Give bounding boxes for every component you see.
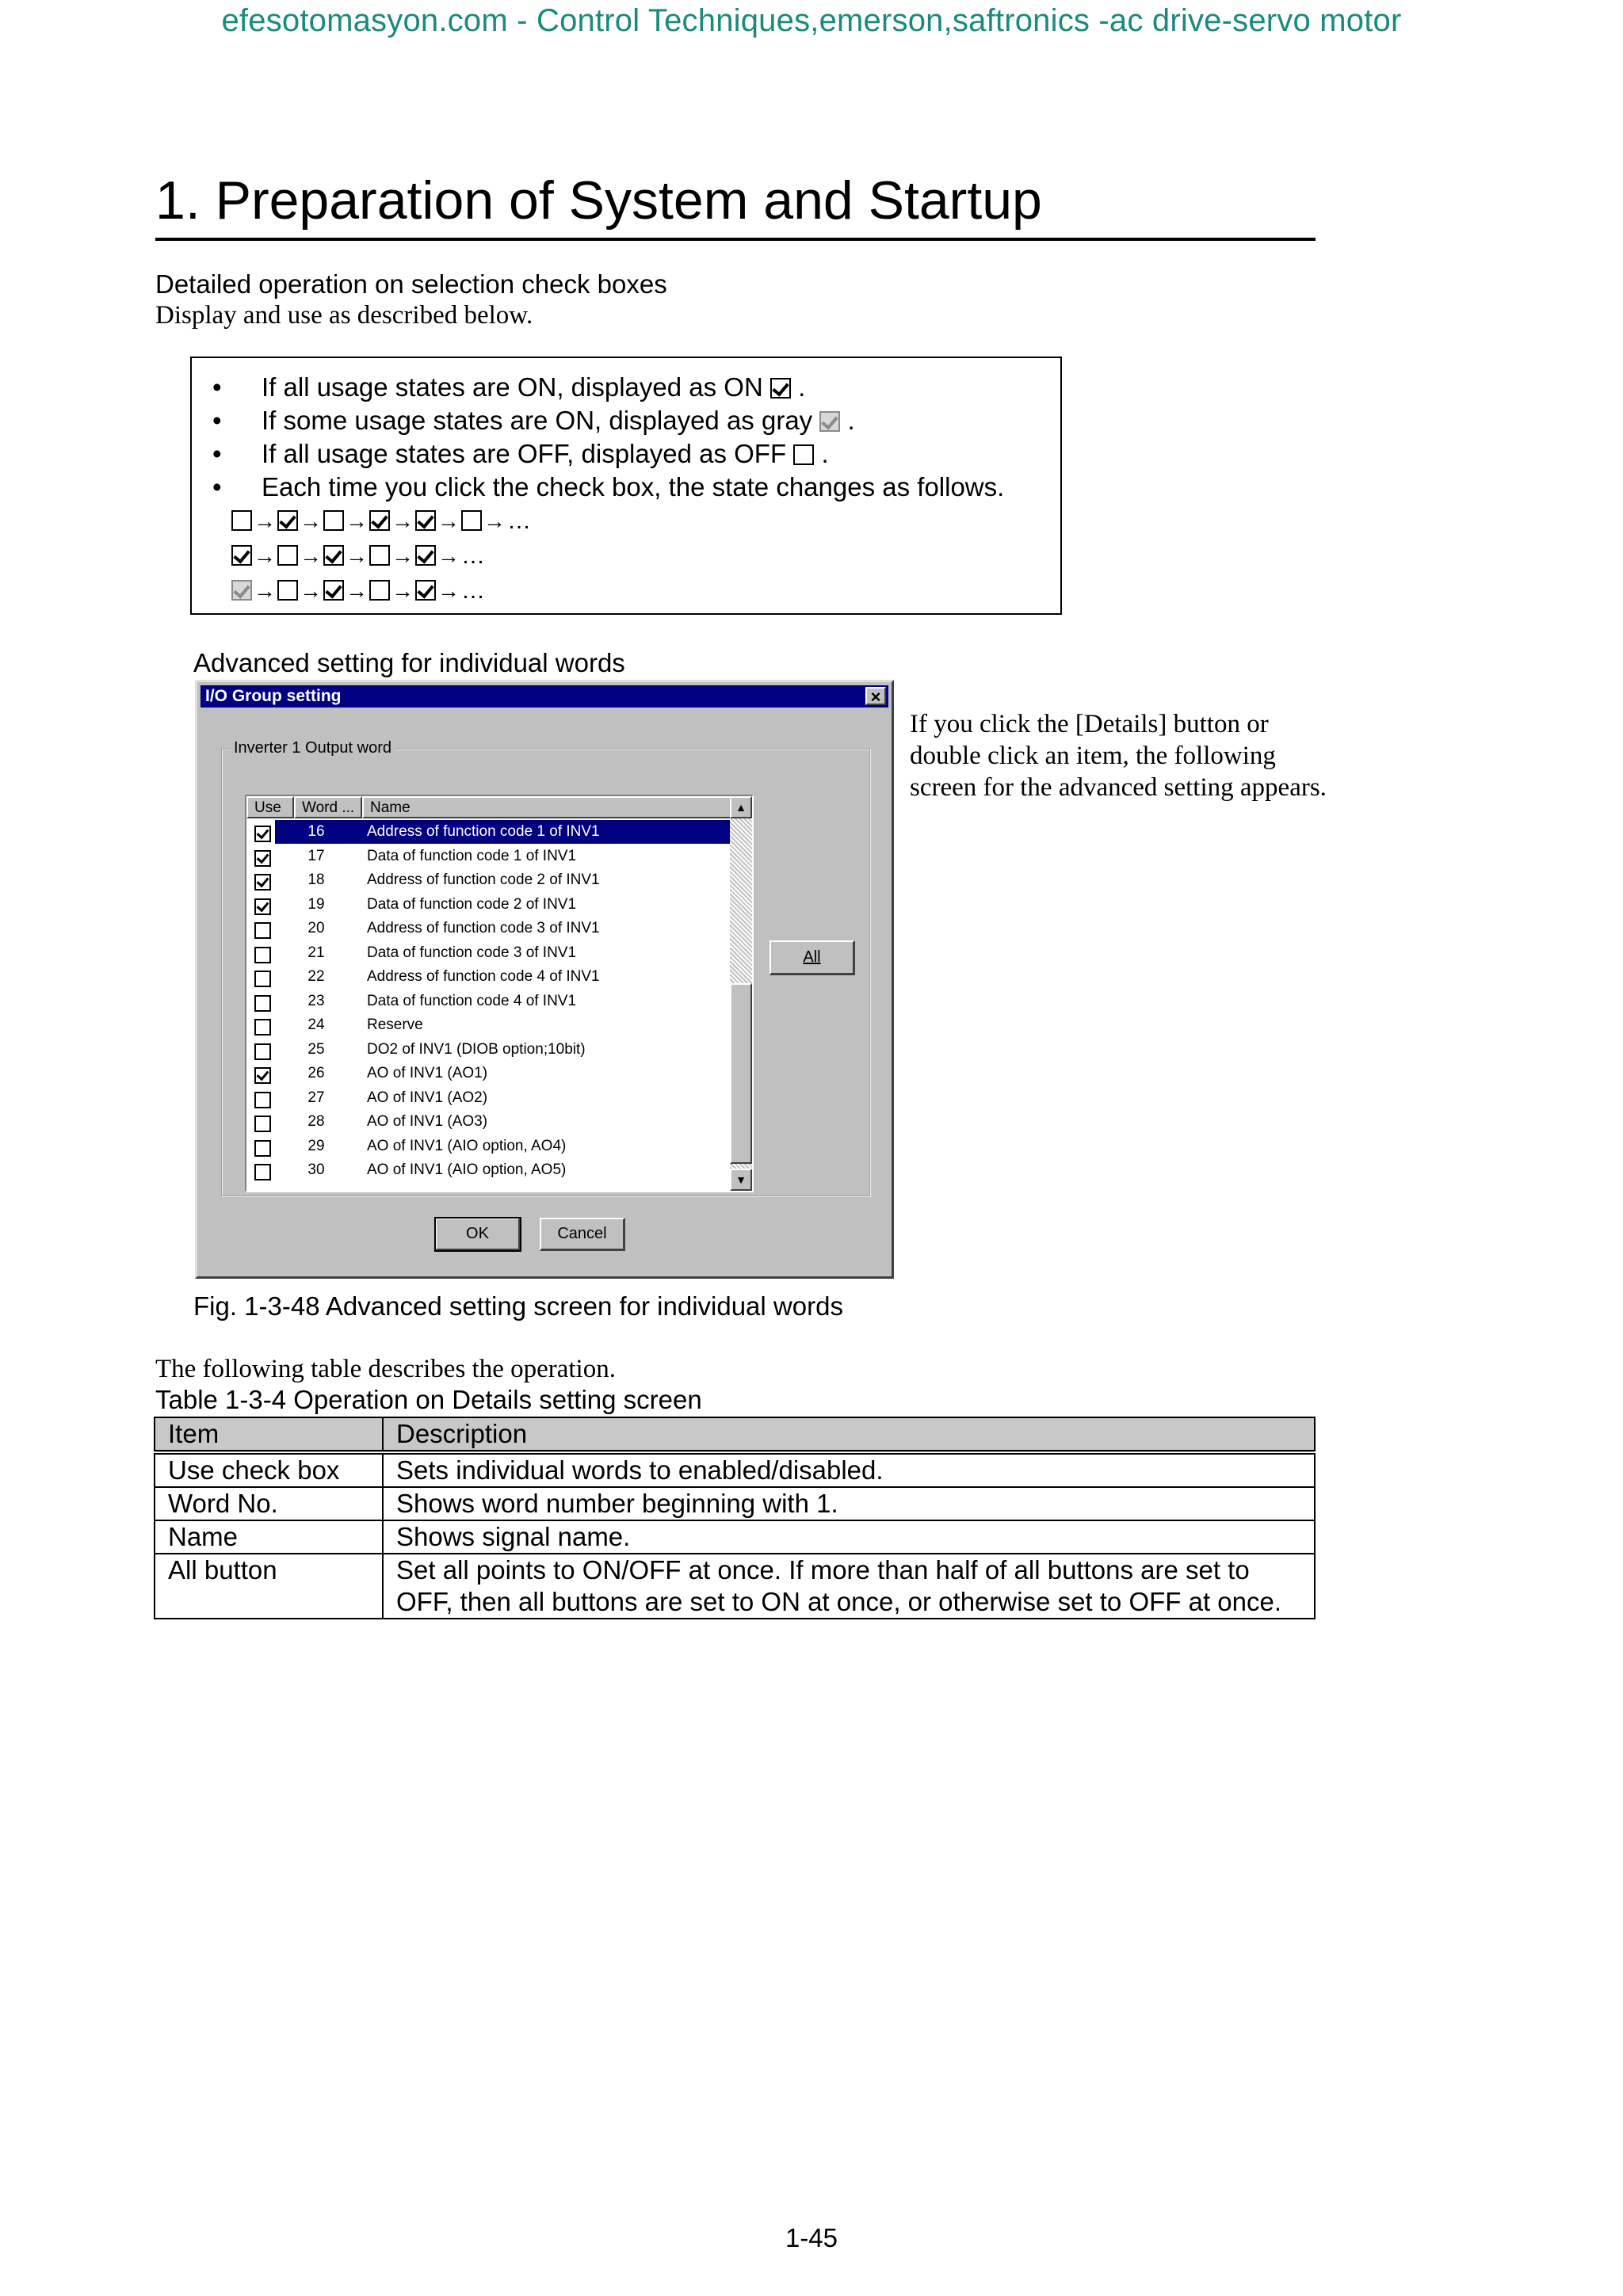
arrow-right-icon: → <box>437 509 460 533</box>
table-header-description: Description <box>383 1417 1315 1452</box>
list-header <box>246 796 731 818</box>
checkbox-off-icon <box>231 510 252 531</box>
side-note: If you click the [Details] button or double click an item, the following screen for the advanced setting appears. <box>910 710 1327 802</box>
checkbox-on-icon <box>231 545 252 566</box>
column-header-word[interactable]: Word ... <box>294 796 362 818</box>
use-checkbox[interactable] <box>254 947 271 963</box>
checkbox-on-icon <box>277 510 298 531</box>
ellipsis: … <box>461 543 485 569</box>
signal-name: Address of function code 2 of INV1 <box>367 871 600 888</box>
word-number: 25 <box>307 1040 325 1058</box>
list-item[interactable] <box>246 1062 731 1086</box>
ellipsis: … <box>461 578 485 604</box>
arrow-right-icon: → <box>300 543 322 568</box>
table-cell-description: Set all points to ON/OFF at once. If more than half of all buttons are set to OFF, then all buttons are set to ON at once, or otherwise set to OFF at once. <box>383 1554 1315 1619</box>
signal-name: AO of INV1 (AIO option, AO4) <box>367 1137 567 1154</box>
column-header-use[interactable]: Use <box>246 796 294 818</box>
list-item[interactable] <box>246 1086 731 1111</box>
list-item[interactable] <box>246 941 731 966</box>
arrow-right-icon: → <box>346 543 368 568</box>
list-item[interactable] <box>246 1038 731 1062</box>
checkbox-gray-icon <box>231 580 252 601</box>
word-number: 23 <box>307 992 325 1009</box>
figure-caption: Fig. 1-3-48 Advanced setting screen for individual words <box>193 1291 843 1321</box>
table-row <box>155 1452 1315 1487</box>
arrow-right-icon: → <box>391 578 414 603</box>
word-number: 29 <box>307 1137 325 1154</box>
word-number: 16 <box>307 823 325 840</box>
bullet-item <box>192 371 1064 404</box>
list-item[interactable] <box>246 965 731 990</box>
signal-name: AO of INV1 (AO1) <box>367 1065 488 1081</box>
word-number: 28 <box>307 1113 325 1130</box>
signal-name: AO of INV1 (AO2) <box>367 1089 488 1106</box>
table-row <box>155 1487 1315 1520</box>
checkbox-off-icon <box>277 580 298 601</box>
checkbox-off-icon <box>793 444 814 465</box>
bullet-dot: • <box>212 439 222 468</box>
word-number: 27 <box>307 1089 325 1106</box>
bullet-item <box>192 404 1064 437</box>
use-checkbox[interactable] <box>254 1067 271 1084</box>
use-checkbox[interactable] <box>254 826 271 842</box>
list-item[interactable] <box>246 1158 731 1183</box>
checkbox-off-icon <box>323 510 344 531</box>
table-row <box>155 1554 1315 1619</box>
table-row <box>155 1520 1315 1554</box>
bullet-suffix: . <box>821 439 829 468</box>
io-group-setting-dialog <box>195 680 894 1279</box>
operation-table <box>154 1417 1316 1619</box>
word-number: 22 <box>307 968 325 985</box>
arrow-right-icon: → <box>391 509 414 533</box>
use-checkbox[interactable] <box>254 971 271 987</box>
word-number: 26 <box>307 1065 325 1081</box>
arrow-right-icon: → <box>254 509 276 533</box>
bullet-item <box>192 437 1064 471</box>
signal-name: Address of function code 4 of INV1 <box>367 968 600 985</box>
scroll-thumb[interactable] <box>730 983 752 1164</box>
arrow-right-icon: → <box>254 578 276 603</box>
arrow-right-icon: → <box>300 509 322 533</box>
page-title: 1. Preparation of System and Startup <box>155 166 1316 241</box>
use-checkbox[interactable] <box>254 922 271 939</box>
checkbox-on-icon <box>415 545 436 566</box>
table-header-item: Item <box>155 1417 383 1452</box>
state-sequence-1 <box>231 505 531 537</box>
arrow-right-icon: → <box>346 509 368 533</box>
list-item[interactable] <box>246 893 731 917</box>
list-item[interactable] <box>246 917 731 941</box>
signal-name: DO2 of INV1 (DIOB option;10bit) <box>367 1040 586 1058</box>
use-checkbox[interactable] <box>254 1140 271 1157</box>
watermark-header: efesotomasyon.com - Control Techniques,emerson,saftronics -ac drive-servo motor <box>221 3 1402 38</box>
word-number: 21 <box>307 944 325 961</box>
arrow-right-icon: → <box>437 578 460 603</box>
arrow-right-icon: → <box>254 543 276 568</box>
use-checkbox[interactable] <box>254 1019 271 1035</box>
figure-subheading: Advanced setting for individual words <box>193 648 625 677</box>
vertical-scrollbar[interactable] <box>730 796 752 1191</box>
use-checkbox[interactable] <box>254 898 271 915</box>
checkbox-on-icon <box>323 580 344 601</box>
table-cell-item: Use check box <box>155 1452 383 1487</box>
checkbox-off-icon <box>369 545 390 566</box>
list-item[interactable] <box>246 845 731 869</box>
dialog-title: I/O Group setting <box>205 687 342 705</box>
list-item[interactable] <box>246 868 731 893</box>
use-checkbox[interactable] <box>254 874 271 891</box>
table-cell-description: Sets individual words to enabled/disabled. <box>383 1452 1315 1487</box>
signal-name: Address of function code 3 of INV1 <box>367 920 600 936</box>
ellipsis: … <box>507 508 531 534</box>
scroll-down-arrow-icon[interactable]: ▼ <box>730 1169 752 1191</box>
word-number: 17 <box>307 847 325 864</box>
use-checkbox[interactable] <box>254 1116 271 1132</box>
checkbox-on-icon <box>770 378 791 399</box>
column-header-name[interactable]: Name <box>362 796 731 818</box>
word-number: 19 <box>307 895 325 913</box>
section-intro: Display and use as described below. <box>155 301 533 330</box>
use-checkbox[interactable] <box>254 1092 271 1108</box>
page-number: 1-45 <box>785 2223 838 2252</box>
arrow-right-icon: → <box>391 543 414 568</box>
cancel-button[interactable]: Cancel <box>540 1218 625 1251</box>
state-sequence-2 <box>231 540 485 572</box>
close-button[interactable]: × <box>865 687 886 705</box>
checkbox-on-icon <box>415 510 436 531</box>
bullet-suffix: . <box>798 372 806 402</box>
state-sequence-3 <box>231 575 485 607</box>
checkbox-on-icon <box>323 545 344 566</box>
checkbox-rules-box <box>190 357 1062 615</box>
table-cell-item: Word No. <box>155 1487 383 1520</box>
table-cell-description: Shows signal name. <box>383 1520 1315 1554</box>
signal-name: Data of function code 4 of INV1 <box>367 992 577 1009</box>
arrow-right-icon: → <box>300 578 322 603</box>
use-checkbox[interactable] <box>254 1164 271 1180</box>
use-checkbox[interactable] <box>254 1043 271 1060</box>
signal-name: Data of function code 2 of INV1 <box>367 895 577 913</box>
signal-name: Address of function code 1 of INV1 <box>367 823 600 840</box>
table-caption: Table 1-3-4 Operation on Details setting screen <box>155 1385 702 1414</box>
signal-name: AO of INV1 (AIO option, AO5) <box>367 1161 567 1178</box>
word-number: 20 <box>307 920 325 936</box>
bullet-dot: • <box>212 472 222 502</box>
table-cell-item: Name <box>155 1520 383 1554</box>
bullet-text: If all usage states are OFF, displayed as OFF <box>262 439 787 468</box>
word-number: 24 <box>307 1016 325 1033</box>
arrow-right-icon: → <box>437 543 460 568</box>
word-listview[interactable] <box>245 795 754 1192</box>
list-item[interactable] <box>246 1135 731 1159</box>
bullet-text: Each time you click the check box, the state changes as follows. <box>262 472 1005 502</box>
use-checkbox[interactable] <box>254 995 271 1012</box>
list-item[interactable] <box>246 1110 731 1135</box>
scroll-up-arrow-icon[interactable]: ▲ <box>730 796 752 818</box>
bullet-suffix: . <box>847 406 855 435</box>
section-heading: Detailed operation on selection check boxes <box>155 269 667 299</box>
list-item[interactable] <box>246 990 731 1014</box>
word-number: 18 <box>307 871 325 888</box>
ok-button[interactable]: OK <box>435 1218 521 1251</box>
checkbox-off-icon <box>277 545 298 566</box>
bullet-dot: • <box>212 406 222 435</box>
bullet-text: If all usage states are ON, displayed as ON <box>262 372 763 402</box>
output-word-groupbox <box>221 739 871 1197</box>
list-item[interactable] <box>246 1013 731 1038</box>
checkbox-on-icon <box>369 510 390 531</box>
bullet-item <box>192 471 1064 504</box>
bullet-dot: • <box>212 372 222 402</box>
table-intro: The following table describes the operation. <box>155 1355 616 1383</box>
table-cell-item: All button <box>155 1554 383 1619</box>
signal-name: Reserve <box>367 1016 423 1033</box>
group-label: Inverter 1 Output word <box>231 739 395 757</box>
arrow-right-icon: → <box>346 578 368 603</box>
checkbox-off-icon <box>369 580 390 601</box>
checkbox-on-icon <box>415 580 436 601</box>
signal-name: Data of function code 1 of INV1 <box>367 847 577 864</box>
use-checkbox[interactable] <box>254 850 271 867</box>
signal-name: AO of INV1 (AO3) <box>367 1113 488 1130</box>
bullet-text: If some usage states are ON, displayed as gray <box>262 406 813 435</box>
word-number: 30 <box>307 1161 325 1178</box>
signal-name: Data of function code 3 of INV1 <box>367 944 577 961</box>
arrow-right-icon: → <box>483 509 506 533</box>
table-cell-description: Shows word number beginning with 1. <box>383 1487 1315 1520</box>
dialog-titlebar <box>200 685 888 707</box>
list-item[interactable] <box>246 820 731 845</box>
checkbox-gray-icon <box>819 411 840 432</box>
all-button[interactable]: All <box>769 940 855 975</box>
checkbox-off-icon <box>461 510 482 531</box>
